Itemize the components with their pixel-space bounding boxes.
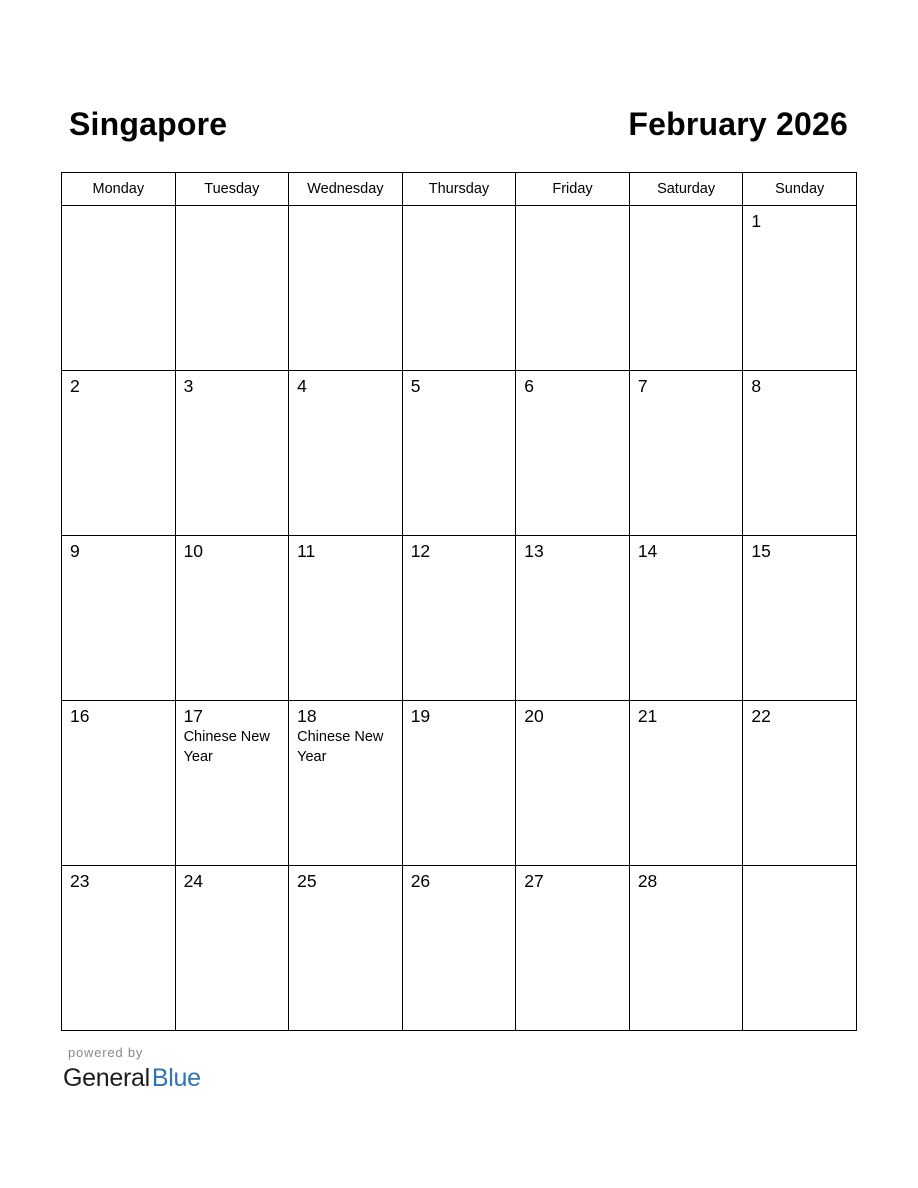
day-cell <box>62 206 176 371</box>
day-cell <box>402 701 516 866</box>
day-cell <box>629 536 743 701</box>
day-number: 19 <box>410 706 431 726</box>
day-number: 8 <box>751 376 762 396</box>
day-cell <box>175 866 289 1031</box>
logo-blue-text: Blue <box>151 1064 201 1092</box>
day-cell <box>743 701 857 866</box>
day-number: 17 <box>183 706 204 726</box>
day-number: 26 <box>410 871 431 891</box>
day-cell <box>402 536 516 701</box>
day-number: 21 <box>637 706 658 726</box>
weekday-header: Thursday <box>402 173 516 206</box>
day-cell <box>629 701 743 866</box>
week-row <box>62 536 857 701</box>
day-cell <box>62 701 176 866</box>
day-cell <box>402 206 516 371</box>
holiday-label: Chinese New Year <box>297 729 384 765</box>
day-cell <box>516 536 630 701</box>
powered-by-text: powered by <box>68 1045 144 1060</box>
day-cell <box>289 536 403 701</box>
weekday-header: Sunday <box>743 173 857 206</box>
day-cell <box>516 866 630 1031</box>
day-cell <box>175 701 289 866</box>
day-cell <box>516 371 630 536</box>
day-number: 16 <box>70 706 90 726</box>
day-cell <box>402 371 516 536</box>
day-cell <box>743 536 857 701</box>
month-year-title: February 2026 <box>628 106 848 142</box>
week-row <box>62 206 857 371</box>
day-number: 6 <box>524 376 534 396</box>
generalblue-logo[interactable] <box>63 1062 201 1094</box>
day-cell <box>62 371 176 536</box>
weekday-header: Friday <box>516 173 630 206</box>
day-cell <box>629 206 743 371</box>
day-cell <box>289 701 403 866</box>
logo-general-text: General <box>63 1064 150 1092</box>
day-number: 14 <box>637 541 658 561</box>
day-cell <box>743 206 857 371</box>
day-number: 15 <box>751 541 771 561</box>
weekday-header: Wednesday <box>289 173 403 206</box>
day-number: 5 <box>410 376 421 396</box>
day-cell <box>289 866 403 1031</box>
day-cell <box>743 866 857 1031</box>
day-cell <box>62 866 176 1031</box>
weekday-header: Tuesday <box>175 173 289 206</box>
day-number: 10 <box>183 541 204 561</box>
day-cell <box>175 371 289 536</box>
day-number: 1 <box>751 211 762 231</box>
weekday-header: Saturday <box>629 173 743 206</box>
day-number: 11 <box>297 541 316 561</box>
day-number: 18 <box>297 706 317 726</box>
day-number: 27 <box>524 871 544 891</box>
day-cell <box>289 206 403 371</box>
week-row <box>62 701 857 866</box>
country-title: Singapore <box>69 106 228 142</box>
calendar-body <box>62 206 857 1031</box>
day-number: 2 <box>70 376 80 396</box>
day-number: 20 <box>524 706 544 726</box>
day-number: 3 <box>183 376 194 396</box>
calendar-grid <box>61 172 857 1031</box>
day-number: 22 <box>751 706 771 726</box>
day-cell <box>175 206 289 371</box>
holiday-label: Chinese New Year <box>183 729 270 765</box>
day-cell <box>402 866 516 1031</box>
day-number: 13 <box>524 541 544 561</box>
day-number: 28 <box>637 871 658 891</box>
day-number: 24 <box>183 871 204 891</box>
weekday-header-row <box>62 173 857 206</box>
week-row <box>62 371 857 536</box>
day-cell <box>516 206 630 371</box>
day-cell <box>175 536 289 701</box>
day-number: 25 <box>297 871 317 891</box>
day-cell <box>516 701 630 866</box>
day-cell <box>289 371 403 536</box>
day-cell <box>743 371 857 536</box>
day-number: 7 <box>637 376 648 396</box>
day-number: 9 <box>70 541 80 561</box>
week-row <box>62 866 857 1031</box>
day-number: 23 <box>70 871 90 891</box>
day-cell <box>629 371 743 536</box>
day-cell <box>62 536 176 701</box>
weekday-header: Monday <box>62 173 176 206</box>
day-number: 12 <box>410 541 431 561</box>
day-cell <box>629 866 743 1031</box>
day-number: 4 <box>297 376 307 396</box>
